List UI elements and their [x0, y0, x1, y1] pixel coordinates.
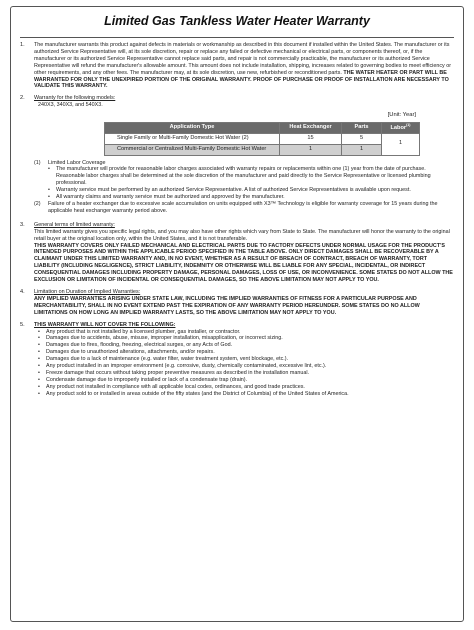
table-row	[105, 133, 420, 144]
section-1-text	[34, 42, 454, 90]
list-item: • All warranty claims and warranty service must be authorized and approved by the manufacturer.	[48, 194, 454, 201]
labor-cell: 1	[382, 133, 420, 155]
table-header-row	[105, 122, 420, 133]
note-2-text: Failure of a heater exchanger due to excessive scale accumulation on units equipped with X3™ Technology is eligible for warranty coverage for 15 years during the applicable heat exchanger warranty period above.	[48, 201, 438, 214]
list-item: • Any product not installed in compliance with all applicable local codes, ordinances, and good trade practices.	[38, 384, 454, 391]
section-1-body: The manufacturer warrants this product against defects in materials or workmanship as described in this document if installed within the United States. The manufacturer or its authorized Service Representative will, at its sole discretion, repair or replace any failed or defective mechanical or electrical parts, or components thereof, or, if the manufacturer or its authorized Service Representative cannot replace said parts, and repair is not commercially practicable, the manufacturer or its authorized Service Representative will refund the manufacturer's allowable amount. This amount does not include installation, shipping, increases related to governing bodies to meet efficiency or other requirements, and any other fees. The manufacturer may, at its sole discretion, use new, refurbished or reconditioned parts.	[34, 42, 452, 76]
section-5-heading: THIS WARRANTY WILL NOT COVER THE FOLLOWING:	[34, 321, 176, 328]
note-number: (2)	[34, 201, 41, 207]
list-item: • Condensate damage due to improperly installed or lack of a condensate trap (drain).	[38, 377, 454, 384]
list-item: • Any product sold to or installed in areas outside of the fifty states (and the District of Columbia) of the United States of America.	[38, 391, 454, 398]
application-cell: Commercial or Centralized Multi-Family Domestic Hot Water	[105, 144, 280, 155]
warranty-content	[20, 42, 454, 403]
section-3	[20, 222, 454, 284]
header-labor	[382, 122, 420, 133]
list-item: • Damages due to accidents, abuse, misuse, improper installation, misapplication, or incorrect sizing.	[38, 335, 454, 342]
list-item: • Damages due to a lack of maintenance (e.g. water filter, water treatment system, vent blockage, etc.).	[38, 356, 454, 363]
section-number: 1.	[20, 42, 25, 48]
document-title: Limited Gas Tankless Water Heater Warranty	[104, 14, 370, 28]
section-3-text: This limited warranty gives you specific legal rights, and you may also have other rights which vary from State to State. The manufacturer will honor the warranty to the original retail buyer at the original location only, within the United States, and it is not transferable.	[34, 228, 450, 242]
note-1	[34, 160, 454, 167]
section-number: 2.	[20, 95, 25, 102]
section-4-heading: Limitation on Duration of Implied Warranties:	[34, 288, 141, 295]
application-cell: Single Family or Multi-Family Domestic Hot Water (2)	[105, 133, 280, 144]
list-item: • Damages due to unauthorized alterations, attachments, and/or repairs.	[38, 349, 454, 356]
header-parts: Parts	[342, 122, 382, 133]
labor-coverage-list	[34, 166, 454, 201]
list-item: • Any product that is not installed by a licensed plumber, gas installer, or contractor.	[38, 329, 454, 336]
table-notes	[34, 160, 454, 215]
section-1	[20, 42, 454, 90]
title-bar	[10, 6, 464, 36]
heat-exchanger-cell: 15	[280, 133, 342, 144]
table-row	[105, 144, 420, 155]
section-number: 5.	[20, 321, 25, 328]
list-item: • Damages due to fires, flooding, freezing, electrical surges, or any Acts of God.	[38, 342, 454, 349]
parts-cell: 1	[342, 144, 382, 155]
exclusions-list	[34, 329, 454, 398]
section-3-heading: General terms of limited warranty:	[34, 221, 115, 228]
note-number: (1)	[34, 159, 41, 166]
section-1-bold: THE WATER HEATER OR PART WILL BE WARRANTED FOR ONLY THE UNEXPIRED PORTION OF THE ORIGINAL WARRANTY. PROOF OF PURCHASE OR PROOF OF INSTALLATION ARE NECESSARY TO VALIDATE THIS WARRANTY.	[34, 69, 449, 90]
list-item: • Freeze damage that occurs without taking proper preventive measures as described in the installation manual.	[38, 370, 454, 377]
parts-cell: 5	[342, 133, 382, 144]
warranty-table	[104, 122, 420, 156]
section-5	[20, 322, 454, 398]
section-3-bold: THIS WARRANTY COVERS ONLY FAILED MECHANICAL AND ELECTRICAL PARTS DUE TO FACTORY DEFECTS UNDER NORMAL USAGE FOR THE PRODUCT'S INTENDED PURPOSES AND WITHIN THE APPLICABLE PERIOD SPECIFIED IN THE TABLE ABOVE. ONLY DIRECT DAMAGES SHALL BE RECOVERABLE BY A CLAIMANT UNDER THIS LIMITED WARRANTY AND, IN NO EVENT, WHETHER AS A RESULT OF BREACH OF CONTRACT, BREACH OF WARRANTY, TORT LIABILITY (INCLUDING NEGLIGENCE), STRICT LIABILITY, INDEMNITY OR OTHERWISE WILL BE LIABLE FOR ANY SPECIAL, INCIDENTAL, OR INDIRECT CONSEQUENTIAL DAMAGES INCLUDING PROPERTY DAMAGE, PERSONAL DAMAGES, LOSS OF USE, OR INCONVENIENCE. SOME STATES DO NOT ALLOW THE EXCLUSION OR LIMITATION OF INCIDENTAL OR CONSEQUENTIAL DAMAGES, SO THE ABOVE LIMITATION MAY NOT APPLY TO YOU.	[34, 242, 453, 284]
header-heat-exchanger: Heat Exchanger	[280, 122, 342, 133]
section-number: 3.	[20, 221, 25, 228]
note-1-title: Limited Labor Coverage	[48, 159, 106, 166]
list-item: • Any product installed in an improper environment (e.g. corrosive, dusty, chemically contaminated, excessive lint, etc.).	[38, 363, 454, 370]
section-number: 4.	[20, 288, 25, 295]
section-4-bold: ANY IMPLIED WARRANTIES ARISING UNDER STATE LAW, INCLUDING THE IMPLIED WARRANTIES OF FITNESS FOR A PARTICULAR PURPOSE AND MERCHANTABILITY, SHALL IN NO EVENT EXTEND PAST THE EXPIRATION OF ANY WARRANTY PERIOD HEREUNDER. SOME STATES DO NO ALLOW LIMITATIONS ON HOW LONG AN IMPLIED WARRANTY LASTS, SO THE ABOVE LIMITATION MAY NOT APPLY TO YOU.	[34, 295, 420, 316]
list-item: • Warranty service must be performed by an authorized Service Representative. A list of authorized Service Representatives is available upon request.	[48, 187, 454, 194]
list-item: • The manufacturer will provide for reasonable labor charges associated with warranty repairs or replacements within one (1) year from the date of purchase. Reasonable labor charges shall be determined at the sole discretion of the manufacturer and paid directly to the Service Representative or licensed plumbing professional.	[48, 166, 454, 187]
section-4	[20, 289, 454, 317]
title-divider	[20, 37, 454, 38]
heat-exchanger-cell: 1	[280, 144, 342, 155]
labor-footnote-ref: (1)	[406, 123, 411, 128]
note-2	[34, 201, 454, 215]
model-list: 240X3, 340X3, and 540X3.	[38, 102, 103, 109]
unit-label: [Unit: Year]	[387, 112, 416, 119]
section-2	[20, 95, 454, 216]
section-2-heading: Warranty for the following models:	[34, 95, 116, 102]
header-labor-label: Labor	[390, 124, 407, 131]
header-application-type: Application Type	[105, 122, 280, 133]
